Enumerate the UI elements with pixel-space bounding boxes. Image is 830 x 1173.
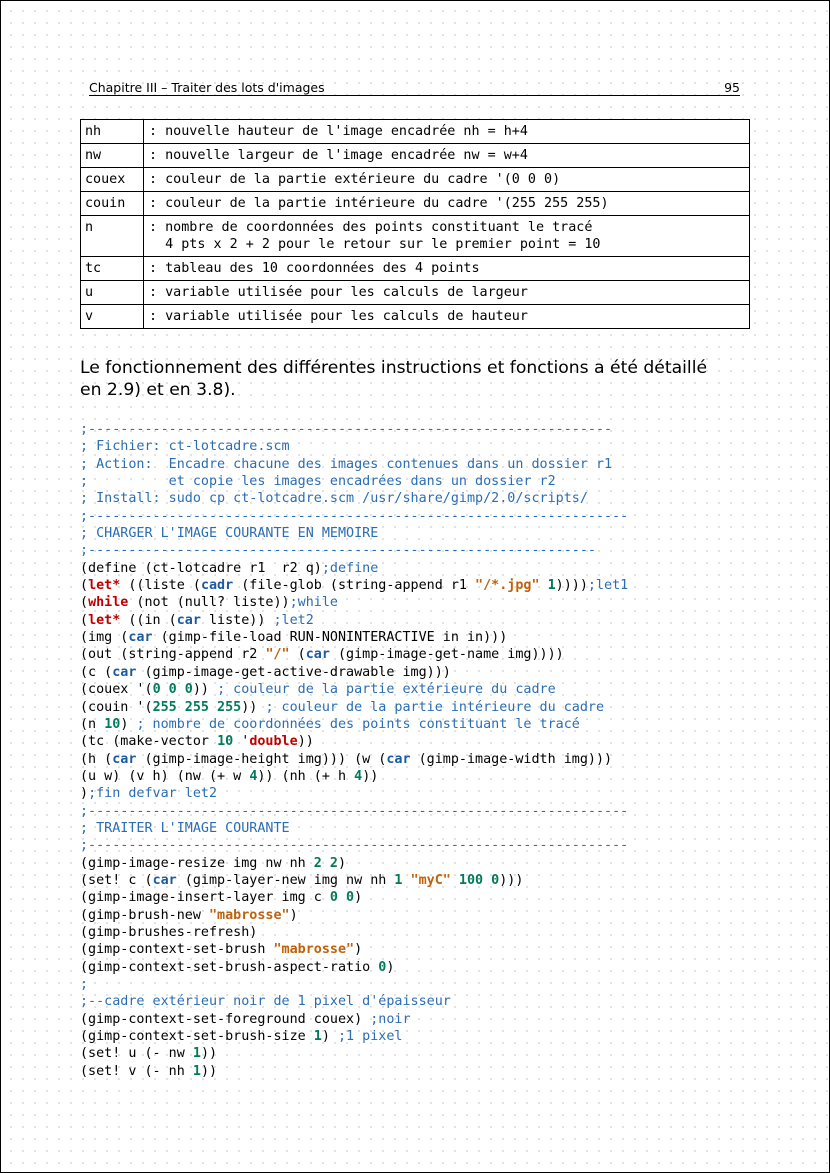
code-number: 4 (249, 768, 258, 784)
code-comment: ;define (321, 560, 379, 576)
code-text: ) (289, 907, 298, 923)
code-text: (h ( (80, 751, 113, 767)
code-comment: ; Install: sudo cp ct-lotcadre.scm /usr/share/gimp/2.0/scripts/ (80, 491, 588, 507)
code-line (80, 629, 800, 646)
code-text: (gimp-image-resize img nw nh (80, 855, 314, 871)
code-text: )) (nh (+ h (257, 768, 355, 784)
code-line (80, 820, 800, 837)
code-function: car (128, 630, 153, 646)
code-number: 100 0 (458, 872, 500, 888)
code-line (80, 438, 800, 455)
code-text: ( (289, 647, 306, 663)
code-line (80, 699, 800, 716)
code-text: ) (321, 1029, 338, 1045)
code-function: car (152, 872, 177, 888)
code-text: (u w) (v h) (nw (+ w (80, 768, 250, 784)
code-text: )) (241, 699, 266, 715)
variable-description: : variable utilisée pour les calculs de largeur (144, 281, 750, 305)
variable-description: : nouvelle hauteur de l'image encadrée nh = h+4 (144, 120, 750, 144)
variable-name: nh (81, 120, 144, 144)
code-comment: ;while (289, 595, 338, 611)
code-text: )))) (555, 578, 588, 594)
code-text: (not (null? liste)) (128, 595, 290, 611)
code-comment: ; nombre de coordonnées des points constituant le tracé (136, 716, 580, 732)
code-text: (img ( (80, 630, 129, 646)
code-comment: ; couleur de la partie intérieure du cadre (265, 699, 605, 715)
paragraph-line: en 2.9) et en 3.8). (80, 380, 236, 400)
code-text: ) (354, 942, 363, 958)
code-keyword: double (249, 734, 298, 750)
table-row (81, 120, 750, 144)
variable-description: : variable utilisée pour les calculs de hauteur (144, 305, 750, 329)
code-text: (gimp-layer-new img nw nh (176, 872, 395, 888)
table-row (81, 216, 750, 257)
code-text: (gimp-image-insert-layer img c (80, 890, 330, 906)
paragraph-line: Le fonctionnement des différentes instructions et fonctions a été détaillé (80, 358, 708, 378)
code-line (80, 993, 800, 1010)
code-text: (gimp-context-set-brush-aspect-ratio (80, 959, 379, 975)
code-line (80, 976, 800, 993)
code-comment: ;let2 (273, 612, 314, 628)
code-line (80, 1063, 800, 1080)
code-line (80, 924, 800, 941)
code-text: (gimp-image-get-name img)))) (329, 647, 564, 663)
running-header (89, 80, 740, 96)
code-text: )) (192, 682, 218, 698)
code-comment: ; Action: Encadre chacune des images contenues dans un dossier r1 (80, 456, 613, 472)
code-line (80, 612, 800, 629)
code-line (80, 941, 800, 958)
code-text: (gimp-image-height img))) (w ( (136, 751, 387, 767)
code-text: (couex '( (80, 682, 153, 698)
code-comment: ; (80, 977, 89, 992)
table-row (81, 305, 750, 329)
code-text: (n (80, 716, 105, 732)
code-comment: ; et copie les images encadrées dans un dossier r2 (80, 474, 556, 490)
code-text: (file-glob (string-append r1 (233, 578, 476, 594)
table-row (81, 168, 750, 192)
code-text: ) (386, 959, 395, 975)
code-number: 4 (354, 768, 363, 784)
code-line (80, 508, 800, 525)
code-line (80, 542, 800, 559)
variable-name: tc (81, 257, 144, 281)
code-comment: ; CHARGER L'IMAGE COURANTE EN MEMOIRE (80, 526, 379, 542)
code-line (80, 1011, 800, 1028)
code-text: )) (362, 768, 379, 784)
code-line (80, 1045, 800, 1062)
code-text: (gimp-context-set-foreground couex) (80, 1011, 371, 1027)
code-text: ((liste ( (120, 578, 201, 594)
code-comment: ;noir (370, 1011, 411, 1027)
code-function: car (386, 751, 411, 767)
code-comment: ;--cadre extérieur noir de 1 pixel d'épaisseur (80, 994, 451, 1010)
code-line (80, 456, 800, 473)
page-number: 95 (724, 80, 740, 95)
variable-name: couex (81, 168, 144, 192)
variable-name: u (81, 281, 144, 305)
code-line (80, 560, 800, 577)
code-comment: ;1 pixel (337, 1029, 403, 1045)
code-text: ( (80, 612, 89, 628)
code-number: 1 (192, 1046, 201, 1062)
code-line (80, 490, 800, 507)
code-text: ) (80, 786, 89, 802)
code-comment: ;----------------------------------------------------------------- (80, 422, 613, 437)
code-text: )) (297, 734, 314, 750)
code-number: 0 0 (329, 890, 355, 906)
code-text: (set! v (- nh (80, 1063, 193, 1079)
code-text: (c ( (80, 664, 113, 680)
code-text: ) (337, 855, 347, 871)
variable-description: : couleur de la partie intérieure du cadre '(255 255 255) (144, 192, 750, 216)
code-string: "/" (265, 647, 290, 663)
code-text: (gimp-image-width img))) (410, 751, 613, 767)
table-row (81, 192, 750, 216)
code-comment: ;------------------------------------------------------------------- (80, 838, 629, 854)
code-line (80, 681, 800, 698)
table-row (81, 281, 750, 305)
body-paragraph (80, 357, 760, 401)
code-string: "/*.jpg" (475, 578, 540, 594)
code-line (80, 768, 800, 785)
code-line (80, 577, 800, 594)
code-text: (gimp-context-set-brush (80, 942, 274, 958)
code-text: (gimp-brushes-refresh) (80, 924, 258, 940)
code-string: "mabrosse" (209, 907, 290, 923)
variable-description: : couleur de la partie extérieure du cadre '(0 0 0) (144, 168, 750, 192)
code-comment: ;let1 (587, 578, 629, 594)
code-text: (gimp-image-get-active-drawable img))) (136, 664, 451, 680)
code-text: (set! u (- nw (80, 1046, 193, 1062)
code-text (402, 873, 410, 888)
code-line (80, 889, 800, 906)
code-text: )) (200, 1046, 218, 1062)
code-text: ( (80, 595, 89, 611)
code-text: (couin '( (80, 699, 153, 715)
code-text: (gimp-file-load RUN-NONINTERACTIVE in in))) (152, 630, 508, 646)
code-text (540, 578, 548, 593)
code-text: ) (354, 890, 363, 906)
code-function: car (176, 612, 201, 628)
code-number: 0 0 0 (152, 682, 193, 698)
variable-name: nw (81, 144, 144, 168)
code-number: 0 (378, 959, 387, 975)
table-row (81, 144, 750, 168)
code-text: )) (200, 1063, 218, 1079)
code-keyword: let* (88, 612, 121, 628)
code-line (80, 716, 800, 733)
variable-description: : nombre de coordonnées des points constituant le tracé 4 pts x 2 + 2 pour le retour sur le premier point = 10 (144, 216, 750, 257)
code-function: cadr (200, 578, 234, 594)
code-number: 1 (394, 872, 403, 888)
code-text: (gimp-context-set-brush-size (80, 1029, 314, 1045)
variable-name: couin (81, 192, 144, 216)
code-text: ' (233, 734, 250, 750)
code-line (80, 1028, 800, 1045)
variable-description: : nouvelle largeur de l'image encadrée nw = w+4 (144, 144, 750, 168)
code-text: ((in ( (120, 612, 177, 628)
code-function: car (112, 664, 137, 680)
code-text: (out (string-append r2 (80, 647, 266, 663)
code-number: 10 (104, 716, 121, 732)
code-listing (80, 421, 800, 1080)
code-line (80, 594, 800, 611)
code-line (80, 525, 800, 542)
code-comment: ; Fichier: ct-lotcadre.scm (80, 439, 290, 455)
code-comment: ;------------------------------------------------------------------- (80, 803, 629, 819)
table-row (81, 257, 750, 281)
code-number: 1 (192, 1063, 201, 1079)
code-line (80, 803, 800, 820)
code-text: (tc (make-vector (80, 734, 218, 750)
code-text: ))) (499, 872, 524, 888)
code-number: 1 (547, 578, 556, 594)
code-line (80, 751, 800, 768)
code-number: 10 (217, 734, 234, 750)
code-text (451, 873, 459, 888)
code-number: 255 255 255 (152, 699, 242, 715)
code-line (80, 421, 800, 438)
code-keyword: while (88, 595, 129, 611)
code-text: (gimp-brush-new (80, 907, 209, 923)
code-number: 2 2 (313, 855, 338, 871)
code-line (80, 733, 800, 750)
code-function: car (112, 751, 137, 767)
code-text: (set! c ( (80, 872, 153, 888)
code-line (80, 473, 800, 490)
code-text: liste)) (200, 612, 274, 628)
code-number: 1 (313, 1029, 322, 1045)
code-line (80, 959, 800, 976)
code-text: (define (ct-lotcadre r1 r2 q) (80, 560, 322, 576)
code-line (80, 907, 800, 924)
variable-name: v (81, 305, 144, 329)
code-line (80, 646, 800, 663)
variable-name: n (81, 216, 144, 257)
chapter-title: Chapitre III – Traiter des lots d'images (89, 80, 325, 95)
code-string: "mabrosse" (273, 942, 355, 958)
code-comment: ; TRAITER L'IMAGE COURANTE (80, 820, 290, 836)
code-string: "myC" (410, 872, 451, 888)
code-comment: ; couleur de la partie extérieure du cadre (217, 682, 556, 698)
code-line (80, 785, 800, 802)
code-line (80, 664, 800, 681)
code-comment: ;fin defvar let2 (88, 786, 218, 802)
code-line (80, 837, 800, 854)
code-comment: ;--------------------------------------------------------------- (80, 543, 596, 559)
code-line (80, 855, 800, 872)
code-text: ( (80, 578, 89, 594)
code-comment: ;------------------------------------------------------------------- (80, 508, 629, 524)
variable-description: : tableau des 10 coordonnées des 4 points (144, 257, 750, 281)
variables-table (80, 119, 750, 329)
code-line (80, 872, 800, 889)
code-keyword: let* (88, 578, 121, 594)
code-text: ) (120, 716, 137, 732)
code-function: car (305, 647, 330, 663)
